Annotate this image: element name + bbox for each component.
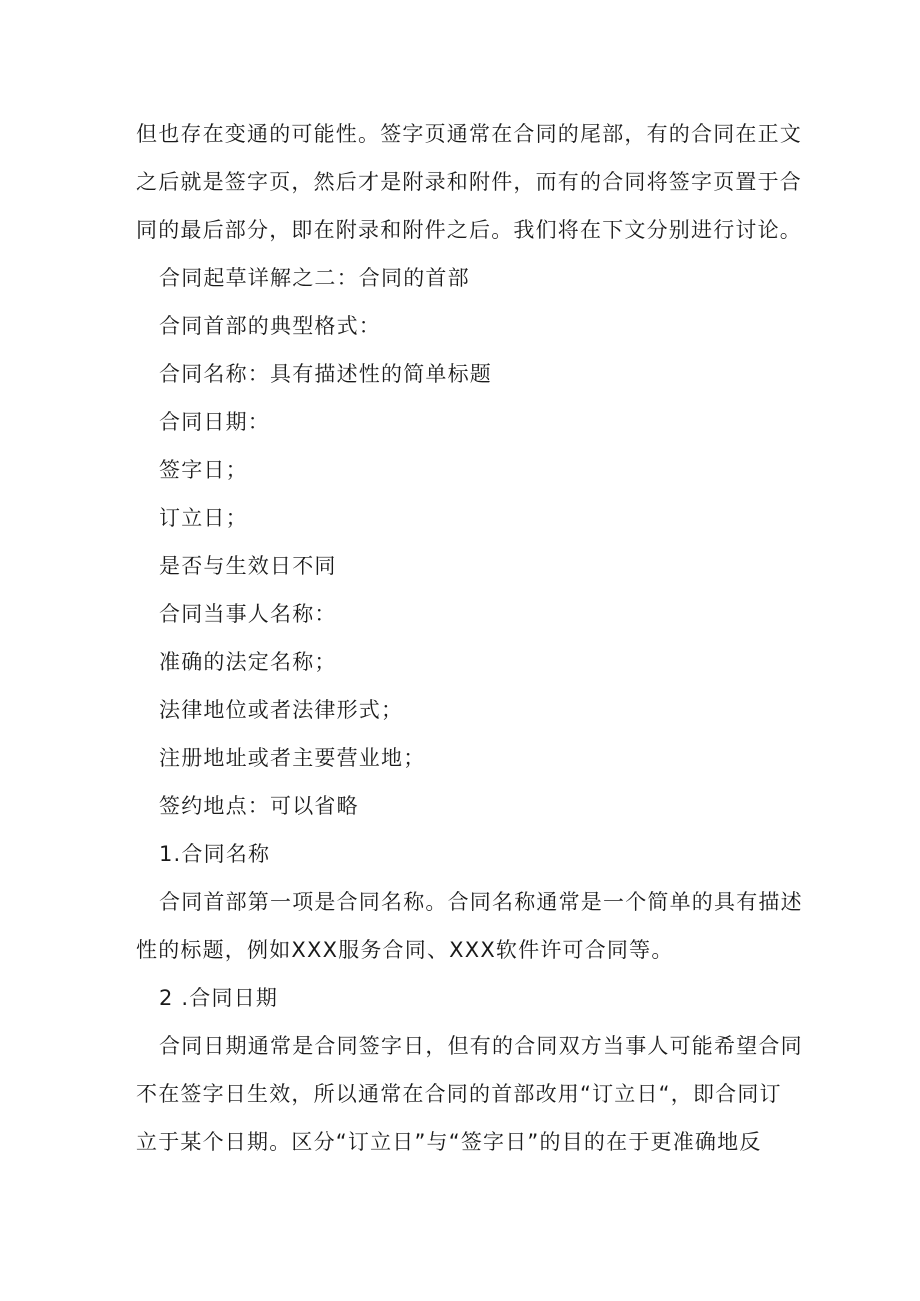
section1-line: 合同首部第一项是合同名称。合同名称通常是一个简单的具有描述	[159, 890, 803, 914]
format-item-legal-name: 准确的法定名称；	[159, 650, 337, 674]
format-item-parties: 合同当事人名称：	[159, 602, 337, 626]
section-heading: 合同起草详解之二：合同的首部	[159, 266, 470, 290]
intro-line: 同的最后部分，即在附录和附件之后。我们将在下文分别进行讨论。	[136, 218, 802, 242]
section1-title: 1.合同名称	[159, 842, 271, 866]
intro-line: 但也存在变通的可能性。签字页通常在合同的尾部，有的合同在正文	[136, 122, 802, 146]
section1-paragraph	[136, 878, 803, 974]
intro-line: 之后就是签字页，然后才是附录和附件，而有的合同将签字页置于合	[136, 170, 802, 194]
document-body	[136, 110, 803, 1166]
format-item-signing-place: 签约地点：可以省略	[159, 794, 359, 818]
intro-paragraph	[136, 110, 802, 254]
section2-line: 合同日期通常是合同签字日，但有的合同双方当事人可能希望合同	[159, 1034, 803, 1058]
section2-paragraph	[136, 1022, 803, 1166]
format-item-legal-status: 法律地位或者法律形式；	[159, 698, 404, 722]
section2-line: 不在签字日生效，所以通常在合同的首部改用“订立日“，即合同订	[136, 1082, 782, 1106]
typical-format-title: 合同首部的典型格式：	[159, 314, 381, 338]
format-item-contract-name: 合同名称：具有描述性的简单标题	[159, 362, 492, 386]
format-item-effective-date: 是否与生效日不同	[159, 554, 337, 578]
format-item-address: 注册地址或者主要营业地；	[159, 746, 426, 770]
section2-line: 立于某个日期。区分“订立日”与“签字日”的目的在于更准确地反	[136, 1130, 762, 1154]
format-item-execution-date: 订立日；	[159, 506, 248, 530]
section1-line: 性的标题，例如XXX服务合同、XXX软件许可合同等。	[136, 938, 674, 962]
section2-title: 2 .合同日期	[159, 986, 279, 1010]
format-item-signing-date: 签字日；	[159, 458, 248, 482]
format-item-contract-date: 合同日期：	[159, 410, 270, 434]
